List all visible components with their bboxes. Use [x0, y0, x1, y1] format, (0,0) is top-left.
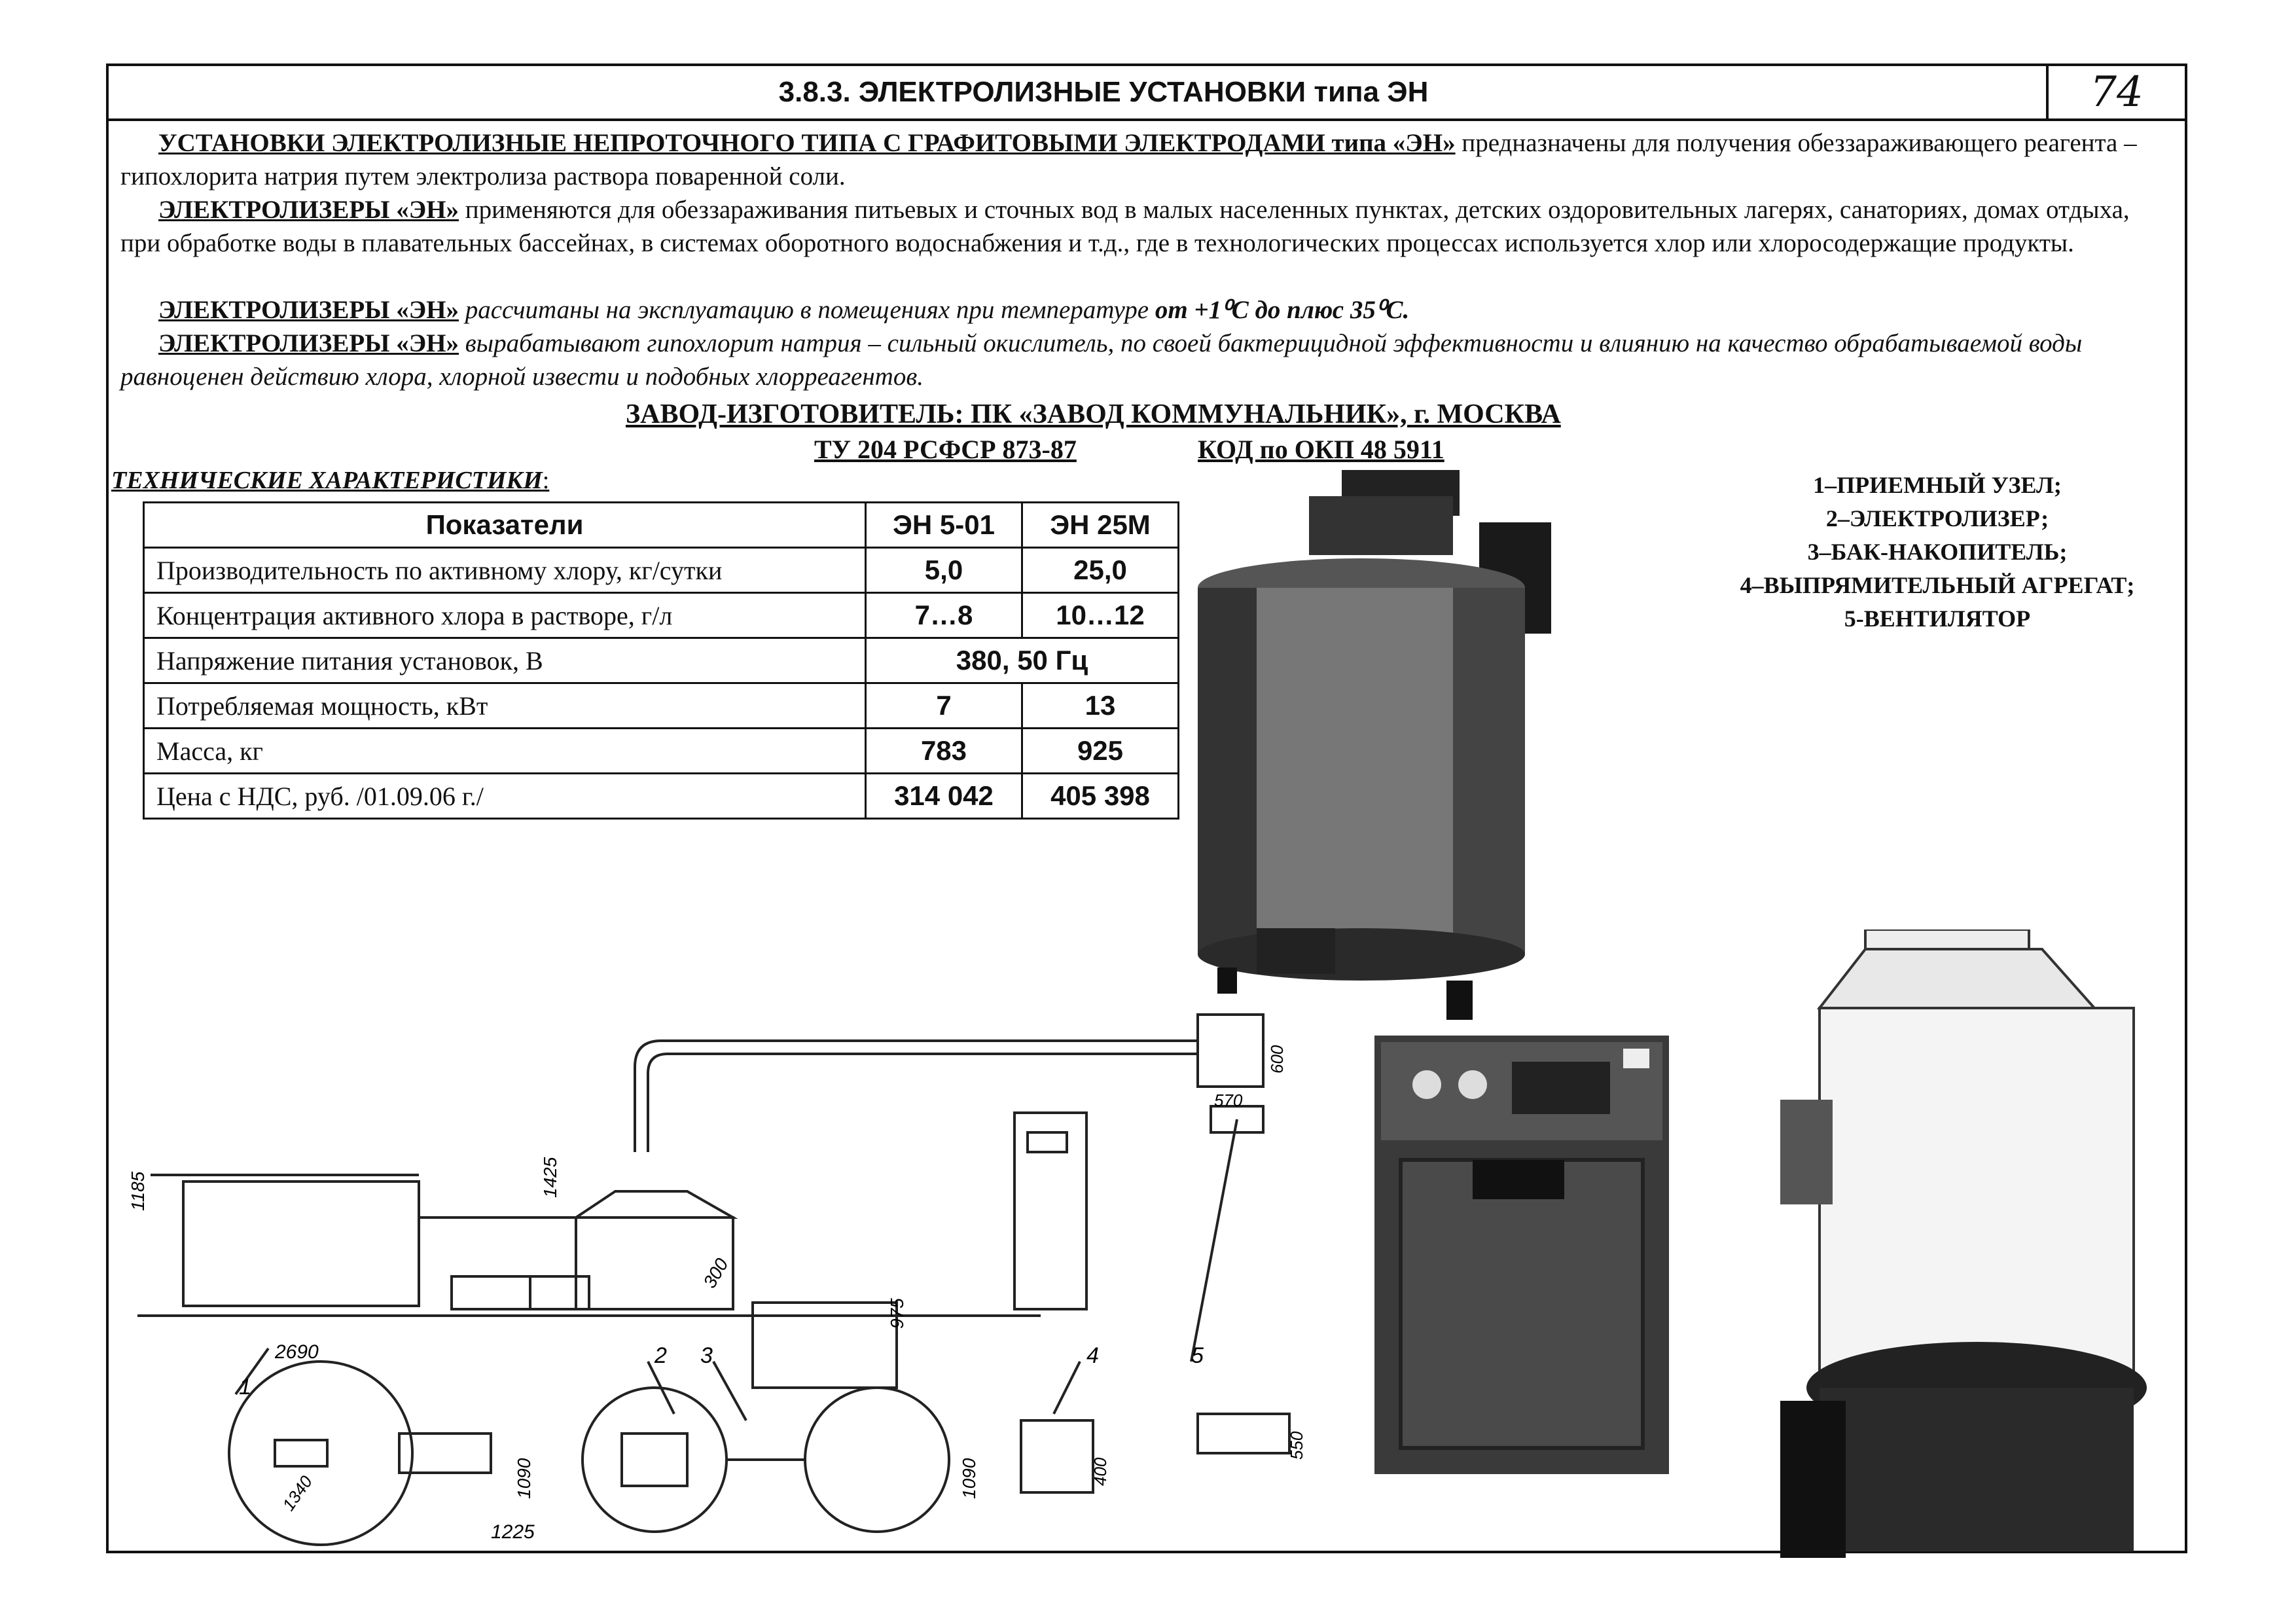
table-row [144, 774, 1179, 819]
table-cell: 314 042 [866, 774, 1022, 819]
intro-paragraph-4 [120, 327, 2169, 393]
intro-lead-3: ЭЛЕКТРОЛИЗЕРЫ «ЭН» [158, 296, 459, 324]
dim-550: 550 [1287, 1431, 1306, 1460]
legend-item: 3–БАК-НАКОПИТЕЛЬ; [1807, 539, 2068, 565]
table-cell: 925 [1022, 729, 1179, 774]
table-cell: 5,0 [866, 548, 1022, 593]
table-cell: 13 [1022, 683, 1179, 729]
table-cell: 405 398 [1022, 774, 1179, 819]
table-cell: 783 [866, 729, 1022, 774]
intro-lead-2: ЭЛЕКТРОЛИЗЕРЫ «ЭН» [158, 196, 459, 224]
tech-heading-text: ТЕХНИЧЕСКИЕ ХАРАКТЕРИСТИКИ [111, 467, 543, 494]
intro-lead-4: ЭЛЕКТРОЛИЗЕРЫ «ЭН» [158, 329, 459, 357]
callout-1: 1 [239, 1375, 251, 1399]
installation-schematic [124, 1001, 1394, 1564]
table-row [144, 638, 1179, 683]
legend-item: 4–ВЫПРЯМИТЕЛЬНЫЙ АГРЕГАТ; [1740, 572, 2135, 598]
table-cell: Цена с НДС, руб. /01.09.06 г./ [144, 774, 866, 819]
dim-1225: 1225 [491, 1521, 535, 1543]
legend-item: 2–ЭЛЕКТРОЛИЗЕР; [1825, 505, 2049, 532]
electrolyzer-photo [1178, 470, 1597, 1026]
dim-2690: 2690 [275, 1341, 319, 1363]
rectifier-photo [1374, 1036, 1676, 1481]
callout-5: 5 [1191, 1343, 1204, 1368]
callout-4: 4 [1086, 1343, 1099, 1368]
dim-1340: 1340 [278, 1471, 317, 1515]
dim-1425: 1425 [540, 1157, 560, 1198]
tu-code: ТУ 204 РСФСР 873-87 [814, 435, 1077, 464]
spec-table [143, 501, 1179, 820]
table-header-row [144, 503, 1179, 548]
temperature-range: от +1⁰С до плюс 35⁰С. [1155, 296, 1410, 324]
table-cell: 380, 50 Гц [866, 638, 1179, 683]
dim-1090-right: 1090 [959, 1458, 979, 1499]
table-cell: Потребляемая мощность, кВт [144, 683, 866, 729]
legend-item: 5-ВЕНТИЛЯТОР [1844, 605, 2031, 632]
dim-1090-left: 1090 [514, 1458, 534, 1499]
legend-item: 1–ПРИЕМНЫЙ УЗЕЛ; [1813, 472, 2062, 498]
table-row [144, 548, 1179, 593]
intro-text-3: рассчитаны на эксплуатацию в помещениях при температуре [459, 296, 1155, 324]
dim-975: 975 [887, 1298, 907, 1329]
table-header: Показатели [144, 503, 866, 548]
table-cell: Концентрация активного хлора в растворе, г/л [144, 593, 866, 638]
table-row [144, 729, 1179, 774]
table-cell: 25,0 [1022, 548, 1179, 593]
page-title: 3.8.3. ЭЛЕКТРОЛИЗНЫЕ УСТАНОВКИ типа ЭН [778, 76, 1429, 108]
callout-2: 2 [655, 1343, 667, 1368]
table-cell: 7…8 [866, 593, 1022, 638]
callout-3: 3 [700, 1343, 713, 1368]
component-legend [1689, 469, 2186, 636]
table-cell: Напряжение питания установок, В [144, 638, 866, 683]
table-row [144, 593, 1179, 638]
table-row [144, 683, 1179, 729]
table-header: ЭН 5-01 [866, 503, 1022, 548]
table-cell: Производительность по активному хлору, кг/сутки [144, 548, 866, 593]
intro-lead-1: УСТАНОВКИ ЭЛЕКТРОЛИЗНЫЕ НЕПРОТОЧНОГО ТИПА С ГРАФИТОВЫМИ ЭЛЕКТРОДАМИ типа «ЭН» [158, 129, 1456, 157]
dim-1185: 1185 [128, 1171, 148, 1211]
table-cell: 10…12 [1022, 593, 1179, 638]
dim-570: 570 [1214, 1091, 1243, 1110]
intro-text-1: предназначены для получения обеззараживающего реагента – гипохлорита натрия путем электролиза раствора поваренной соли. [120, 129, 2137, 190]
intro-paragraph-2 [120, 193, 2169, 260]
manufacturer-line: ЗАВОД-ИЗГОТОВИТЕЛЬ: ПК «ЗАВОД КОММУНАЛЬНИК», г. МОСКВА [626, 399, 1561, 429]
table-header: ЭН 25М [1022, 503, 1179, 548]
intro-text-2: применяются для обеззараживания питьевых и сточных вод в малых населенных пунктах, детских оздоровительных лагерях, санаториях, домах отдыха, при обработке воды в плавательных бассейнах, в системах оборотного водоснабжения и т.д., где в технологических процессах используется хлор или хлоросодержащие продукты. [120, 196, 2130, 257]
page-header [109, 66, 2185, 121]
table-cell: Масса, кг [144, 729, 866, 774]
intro-paragraph-1 [120, 126, 2169, 193]
page-number: 74 [2046, 66, 2185, 118]
dim-600: 600 [1267, 1045, 1287, 1074]
intro-text-4: вырабатывают гипохлорит натрия – сильный окислитель, по своей бактерицидной эффективности и влиянию на качество обрабатываемой воды равноценен действию хлора, хлорной извести и подобных хлорреагентов. [120, 329, 2083, 391]
okp-code: КОД по ОКП 48 5911 [1198, 435, 1444, 464]
dim-400: 400 [1090, 1457, 1110, 1486]
dim-300: 300 [699, 1255, 732, 1291]
table-cell: 7 [866, 683, 1022, 729]
tech-heading [111, 466, 549, 495]
tech-heading-colon: : [542, 467, 550, 494]
intro-paragraph-3 [120, 293, 2169, 327]
receiver-tank-photo [1780, 929, 2173, 1558]
